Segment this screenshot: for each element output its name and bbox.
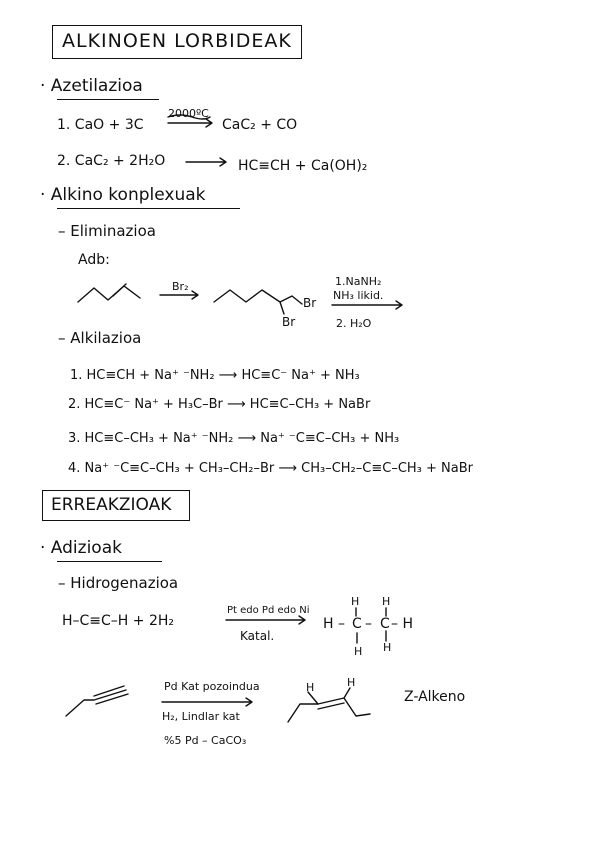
alkilazioa-line-2: 2. HC≡C⁻ Na⁺ + H₃C–Br ⟶ HC≡C–CH₃ + NaBr <box>68 397 371 412</box>
arrow-elim <box>332 301 402 309</box>
condition-3: 2. H₂O <box>336 317 372 330</box>
reaction-2-product: HC≡CH + Ca(OH)₂ <box>238 158 368 174</box>
condition-2: NH₃ likid. <box>333 289 384 302</box>
arrow-br2 <box>160 291 198 299</box>
alkene-double-bond <box>318 703 344 709</box>
pentyne-triple-1 <box>94 686 124 696</box>
br-bottom: Br <box>282 315 296 329</box>
product-left-h: H – <box>323 616 345 632</box>
product-right-h: – H <box>391 616 413 632</box>
product-h-top-2: H <box>382 595 391 608</box>
reaction-1-product: CaC₂ + CO <box>222 117 298 133</box>
alkene-bond-h1 <box>308 692 318 704</box>
arrow-lindlar <box>162 698 252 706</box>
adb-label: Adb: <box>78 252 110 268</box>
heading-eliminazioa: – Eliminazioa <box>58 222 156 240</box>
reaction-2: 2. CaC₂ + 2H₂O <box>57 153 166 169</box>
br-top: Br <box>303 296 317 310</box>
product-h-top-1: H <box>351 595 360 608</box>
alkilazioa-line-3: 3. HC≡C–CH₃ + Na⁺ ⁻NH₂ ⟶ Na⁺ ⁻C≡C–CH₃ + NH₃ <box>68 431 400 446</box>
heading-adizioak: · Adizioak <box>40 538 122 558</box>
catalyst-bottom: Katal. <box>240 629 275 643</box>
butene-skeleton <box>78 286 140 302</box>
lindlar-condition-3: %5 Pd – CaCO₃ <box>164 734 247 747</box>
lindlar-condition-1: Pd Kat pozoindua <box>164 680 260 693</box>
product-dash: – <box>365 616 372 632</box>
condition-1: 1.NaNH₂ <box>335 275 382 288</box>
arrow-hydrogenation <box>226 616 305 624</box>
alkilazioa-line-4: 4. Na⁺ ⁻C≡C–CH₃ + CH₃–CH₂–Br ⟶ CH₃–CH₂–C≡C–CH₃ + NaBr <box>68 461 473 476</box>
product-c2: C <box>380 616 390 632</box>
alkene-h-1: H <box>306 681 315 694</box>
arrow-r1 <box>168 119 212 127</box>
reaction-1: 1. CaO + 3C <box>57 117 144 133</box>
reaction-1-condition: 2000ºC <box>168 107 209 120</box>
pentyne-skeleton <box>66 690 126 716</box>
alkene-bond-h2 <box>344 688 350 698</box>
pentyne-triple-2 <box>96 694 128 704</box>
arrow-r2 <box>186 158 226 166</box>
dibromide-br-bond <box>280 302 284 314</box>
alkene-skeleton <box>288 698 370 722</box>
alkilazioa-line-1: 1. HC≡CH + Na⁺ ⁻NH₂ ⟶ HC≡C⁻ Na⁺ + NH₃ <box>70 368 360 383</box>
z-alkeno-label: Z-Alkeno <box>404 689 466 705</box>
page-title: ALKINOEN LORBIDEAK <box>62 30 292 52</box>
cond-squiggle <box>168 115 210 119</box>
heading-konplexuak: · Alkino konplexuak <box>40 185 206 205</box>
br2-reagent: Br₂ <box>172 280 189 293</box>
product-h-bottom-2: H <box>383 641 392 654</box>
erreakzioak-title: ERREAKZIOAK <box>51 495 172 515</box>
butene-double-bond <box>113 284 126 296</box>
hydrogenation-lhs: H–C≡C–H + 2H₂ <box>62 613 175 629</box>
lindlar-condition-2: H₂, Lindlar kat <box>162 710 240 723</box>
heading-azetilazioa: · Azetilazioa <box>40 76 143 96</box>
product-h-bottom-1: H <box>354 645 363 658</box>
alkene-h-2: H <box>347 676 356 689</box>
heading-hidrogenazioa: – Hidrogenazioa <box>58 574 179 592</box>
dibromide-skeleton <box>214 290 302 304</box>
product-c1: C <box>352 616 362 632</box>
heading-alkilazioa: – Alkilazioa <box>58 329 142 347</box>
catalyst-top: Pt edo Pd edo Ni <box>227 605 310 616</box>
